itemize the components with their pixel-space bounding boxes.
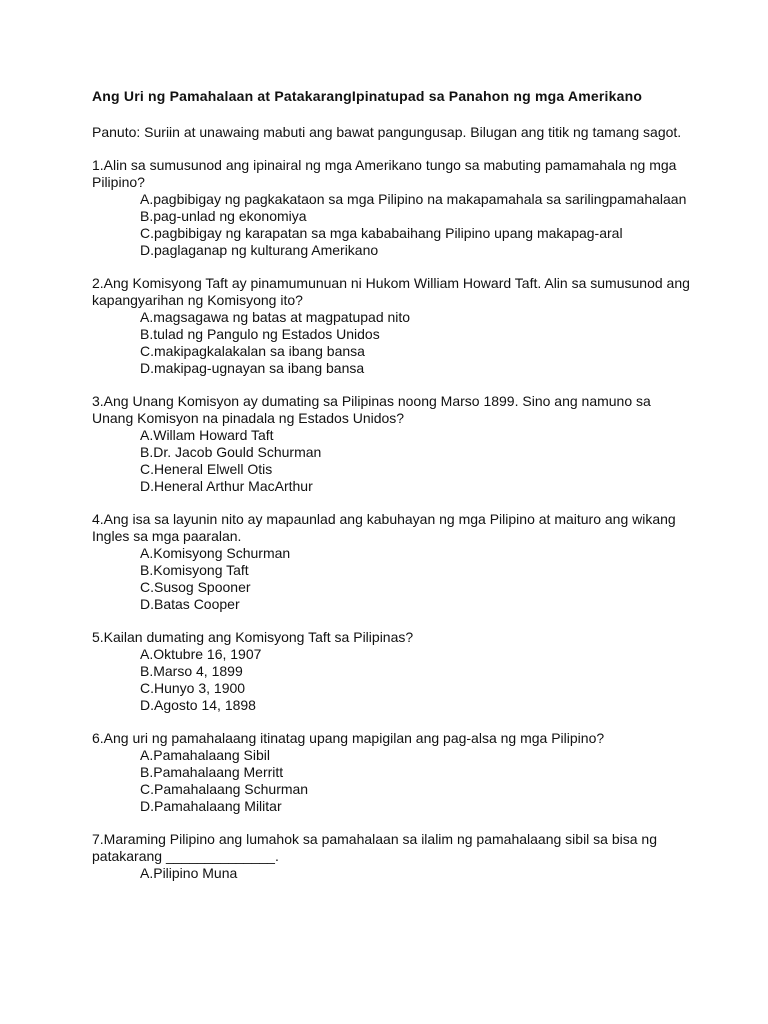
question-item [92, 511, 692, 613]
answer-choice: A.pagbibigay ng pagkakataon sa mga Pilipino na makapamahala sa sarilingpamahalaan [140, 191, 687, 207]
choice-list [92, 427, 692, 495]
answer-choice: A.Pamahalaang Sibil [140, 747, 270, 763]
answer-choice: B.Pamahalaang Merritt [140, 764, 284, 780]
answer-choice: D.Heneral Arthur MacArthur [140, 478, 313, 494]
answer-choice: C.Susog Spooner [140, 579, 251, 595]
question-item [92, 629, 692, 714]
answer-choice: A.Oktubre 16, 1907 [140, 646, 262, 662]
answer-choice: C.Hunyo 3, 1900 [140, 680, 246, 696]
question-stem: 5.Kailan dumating ang Komisyong Taft sa Pilipinas? [92, 629, 414, 645]
answer-choice: C.Pamahalaang Schurman [140, 781, 309, 797]
answer-choice: D.Pamahalaang Militar [140, 798, 282, 814]
answer-choice: A.magsagawa ng batas at magpatupad nito [140, 309, 411, 325]
choice-list [92, 191, 692, 259]
question-item [92, 393, 692, 495]
document-page [92, 88, 692, 882]
answer-choice: C.pagbibigay ng karapatan sa mga kababaihang Pilipino upang makapag-aral [140, 225, 623, 241]
question-stem: 2.Ang Komisyong Taft ay pinamumunuan ni Hukom William Howard Taft. Alin sa sumusunod ang kapangyarihan ng Komisyong ito? [92, 275, 690, 308]
answer-choice: B.pag-unlad ng ekonomiya [140, 208, 307, 224]
answer-choice: D.Batas Cooper [140, 596, 240, 612]
question-item [92, 730, 692, 815]
question-stem: 1.Alin sa sumusunod ang ipinairal ng mga Amerikano tungo sa mabuting pamamahala ng mga Pilipino? [92, 157, 677, 190]
question-list [92, 157, 692, 882]
answer-choice: A.Willam Howard Taft [140, 427, 274, 443]
choice-list [92, 865, 692, 882]
answer-choice: A.Komisyong Schurman [140, 545, 291, 561]
choice-list [92, 545, 692, 613]
answer-choice: B.Dr. Jacob Gould Schurman [140, 444, 322, 460]
instructions-text: Panuto: Suriin at unawaing mabuti ang bawat pangungusap. Bilugan ang titik ng tamang sagot. [92, 124, 682, 140]
answer-choice: D.Agosto 14, 1898 [140, 697, 256, 713]
question-item [92, 831, 692, 882]
choice-list [92, 747, 692, 815]
question-stem: 3.Ang Unang Komisyon ay dumating sa Pilipinas noong Marso 1899. Sino ang namuno sa Unang Komisyon na pinadala ng Estados Unidos? [92, 393, 651, 426]
question-stem: 7.Maraming Pilipino ang lumahok sa pamahalaan sa ilalim ng pamahalaang sibil sa bisa ng patakarang ______________. [92, 831, 657, 864]
question-item [92, 275, 692, 377]
question-stem: 4.Ang isa sa layunin nito ay mapaunlad ang kabuhayan ng mga Pilipino at maituro ang wikang Ingles sa mga paaralan. [92, 511, 676, 544]
answer-choice: D.makipag-ugnayan sa ibang bansa [140, 360, 365, 376]
answer-choice: C.Heneral Elwell Otis [140, 461, 273, 477]
question-stem: 6.Ang uri ng pamahalaang itinatag upang mapigilan ang pag-alsa ng mga Pilipino? [92, 730, 605, 746]
choice-list [92, 646, 692, 714]
answer-choice: B.Marso 4, 1899 [140, 663, 243, 679]
choice-list [92, 309, 692, 377]
answer-choice: D.paglaganap ng kulturang Amerikano [140, 242, 379, 258]
question-item [92, 157, 692, 259]
answer-choice: C.makipagkalakalan sa ibang bansa [140, 343, 365, 359]
answer-choice: A.Pilipino Muna [140, 865, 238, 881]
answer-choice: B.Komisyong Taft [140, 562, 249, 578]
answer-choice: B.tulad ng Pangulo ng Estados Unidos [140, 326, 380, 342]
document-title: Ang Uri ng Pamahalaan at PatakarangIpinatupad sa Panahon ng mga Amerikano [92, 88, 643, 104]
